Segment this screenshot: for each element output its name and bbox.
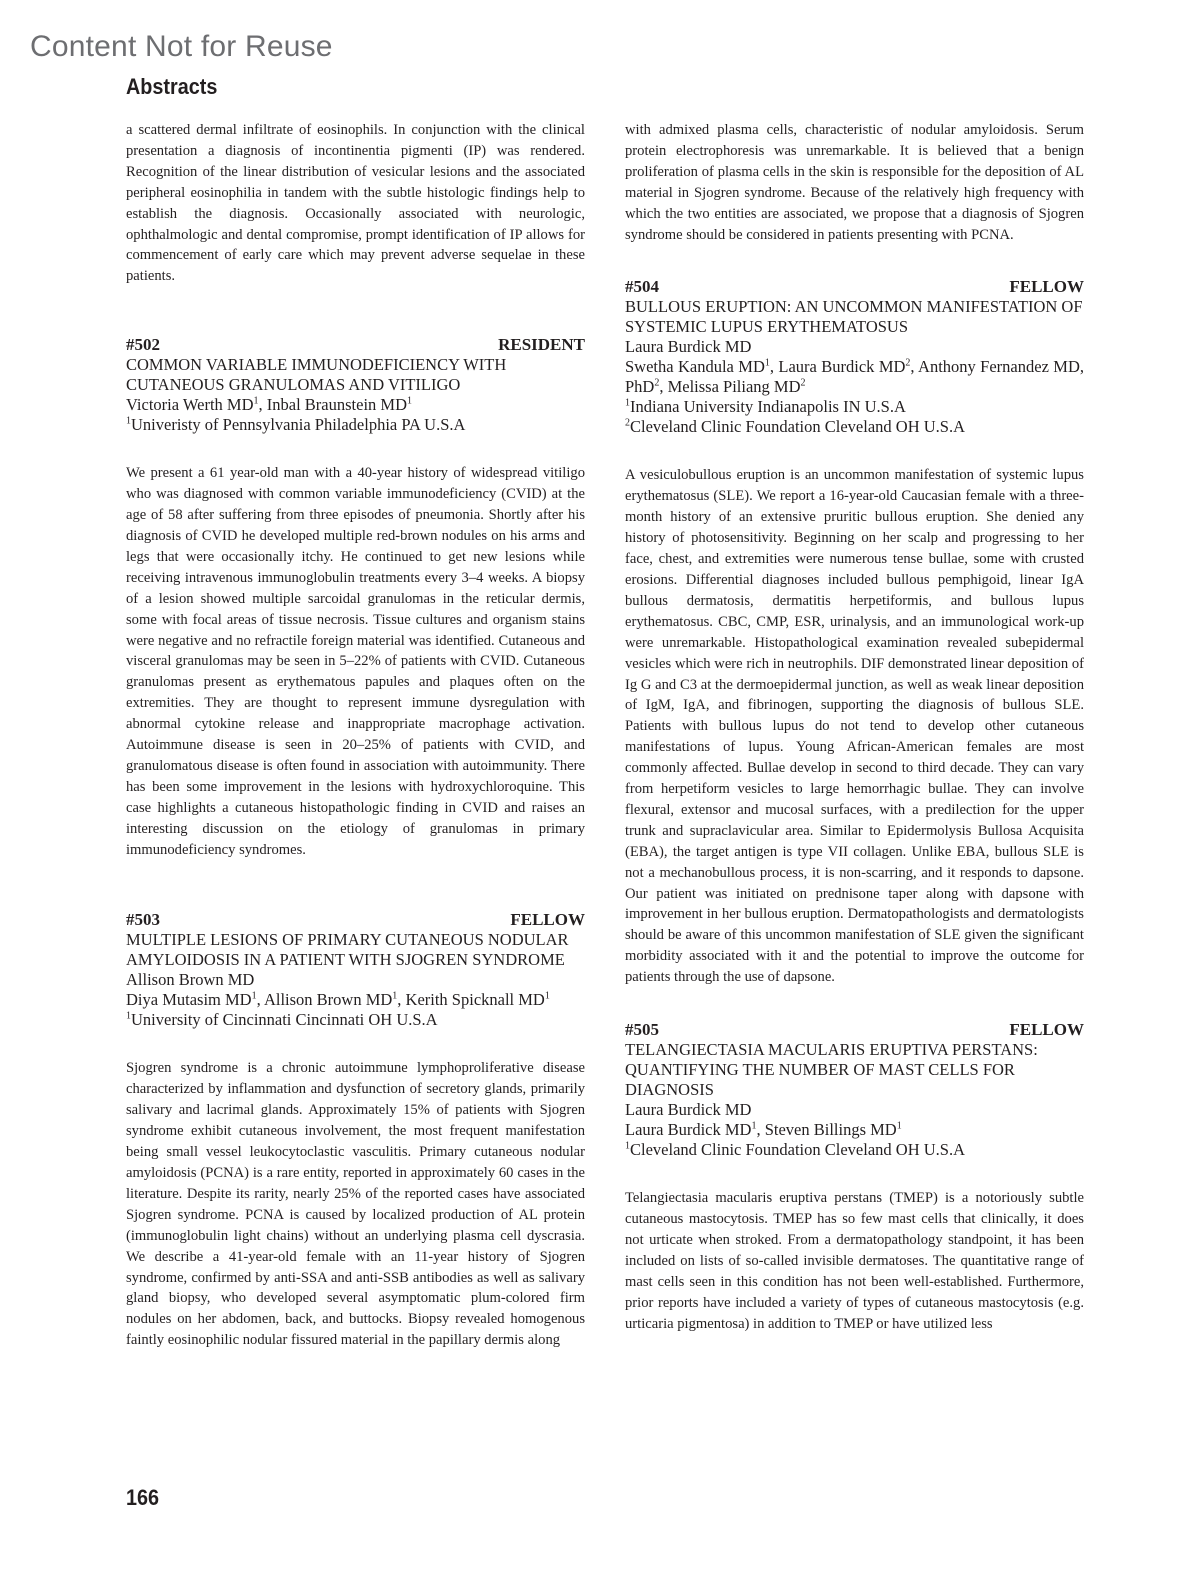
affiliation [126,415,585,435]
author-separator: , [258,395,267,415]
author-name: Allison Brown MD [263,990,393,1010]
affiliation [625,417,1084,437]
affiliation-text: Cleveland Clinic Foundation Cleveland OH U.S.A [630,1140,966,1160]
author-name: Victoria Werth MD [126,395,254,415]
author-separator: , [910,357,919,377]
author-name: Diya Mutasim MD [126,990,252,1010]
abstract-number: #504 [625,277,659,297]
author-name: Inbal Braunstein MD [266,395,407,415]
author-name: Anthony Fernandez MD, PhD [625,357,1085,397]
abstract-header [625,1020,1084,1040]
author-affiliation-index: 1 [407,395,412,407]
abstract-504 [625,277,1084,988]
right-column [625,120,1084,1334]
affiliation-text: University of Cincinnati Cincinnati OH U.S.A [131,1010,438,1030]
continuation-text: a scattered dermal infiltrate of eosinophils. In conjunction with the clinical presentation a diagnosis of incontinentia pigmenti (IP) was rendered. Recognition of the linear distribution of vesicular lesions and the associated peripheral eosinophilia in tandem with the subtle histologic findings help to establish the diagnosis. Occasionally associated with neurologic, ophthalmologic and dental compromise, prompt identification of IP allows for commencement of early care which may prevent adverse sequelae in these patients. [126,122,585,285]
abstract-503 [126,910,585,1351]
left-column [126,120,585,1351]
abstract-505 [625,1020,1084,1334]
abstract-header [126,910,585,930]
author-name: Steven Billings MD [764,1120,897,1140]
abstract-header [126,335,585,355]
author-affiliation-index: 1 [392,990,398,1002]
author-separator: , [659,377,668,397]
abstract-body: Telangiectasia macularis eruptiva perstans (TMEP) is a notoriously subtle cutaneous mastocytosis. TMEP has so few mast cells that clinically, it does not urticate when stroked. From a dermatopathology standpoint, it has been included on lists of so-called invisible dermatoses. The quantitative range of mast cells seen in this condition has not been well-established. Furthermore, prior reports have included a variety of types of cutaneous mastocytosis (e.g. urticaria pigmentosa) in addition to TMEP or have utilized less [625,1190,1084,1332]
section-header: Abstracts [126,74,218,99]
author-name: Melissa Piliang MD [667,377,801,397]
abstract-category: FELLOW [1009,277,1084,297]
abstract-number: #503 [126,910,160,930]
affiliation [625,397,1084,417]
watermark: Content Not for Reuse [30,30,333,63]
abstract-title: MULTIPLE LESIONS OF PRIMARY CUTANEOUS NODULAR AMYLOIDOSIS IN A PATIENT WITH SJOGREN SYNDROME [126,930,569,970]
affiliation [625,1140,1084,1160]
page-number: 166 [126,1485,160,1510]
abstract-header [625,277,1084,297]
author-affiliation-index: 2 [654,377,660,389]
author-affiliation-index: 1 [253,395,259,407]
author-name: Laura Burdick MD [778,357,906,377]
affiliation-index: 2 [625,417,630,429]
author-list [126,395,585,415]
affiliation-index: 1 [126,415,131,427]
presenter: Laura Burdick MD [625,1100,752,1120]
author-separator: , [256,990,264,1010]
presenter: Allison Brown MD [126,970,255,990]
author-list [625,1120,1084,1140]
abstract-category: FELLOW [1009,1020,1084,1040]
affiliation-index: 1 [126,1010,131,1022]
abstract-number: #505 [625,1020,659,1040]
author-affiliation-index: 2 [905,357,911,369]
author-name: Kerith Spicknall MD [405,990,545,1010]
abstract-number: #502 [126,335,160,355]
author-affiliation-index: 1 [544,990,550,1002]
affiliation [126,1010,585,1030]
affiliation-text: Univeristy of Pennsylvania Philadelphia PA U.S.A [131,415,466,435]
author-name: Swetha Kandula MD [625,357,765,377]
affiliation-text: Cleveland Clinic Foundation Cleveland OH U.S.A [630,417,966,437]
abstract-body: We present a 61 year-old man with a 40-year history of widespread vitiligo who was diagnosed with common variable immunodeficiency (CVID) at the age of 58 after suffering from three episodes of pneumonia. Shortly after his diagnosis of CVID he developed multiple red-brown nodules on his arms and legs that were occasionally itchy. He continued to get new lesions while receiving intravenous immunoglobulin treatments every 3–4 weeks. A biopsy of a lesion showed multiple sarcoidal granulomas in the reticular dermis, some with focal areas of tissue necrosis. Tissue cultures and organism stains were negative and no refractile foreign material was identified. Cutaneous and visceral granulomas may be seen in 5–22% of patients with CVID. Cutaneous granulomas present as erythematous papules and plaques often on the extremities. They are thought to represent immune dysregulation with abnormal cytokine release and inappropriate macrophage activation. Autoimmune disease is seen in 20–25% of patients with CVID, and granulomatous disease is often found in association with autoimmunity. There has been some improvement in the lesions with hydroxychloroquine. This case highlights a cutaneous histopathologic finding in CVID and raises an interesting discussion on the etiology of granulomas in primary immunodeficiency syndromes. [126,465,585,858]
abstract-category: RESIDENT [498,335,585,355]
author-affiliation-index: 1 [764,357,770,369]
affiliation-text: Indiana University Indianapolis IN U.S.A [630,397,906,417]
abstract-body: A vesiculobullous eruption is an uncommon manifestation of systemic lupus erythematosus (SLE). We report a 16-year-old Caucasian female with a three-month history of an extensive pruritic bullous eruption. She denied any history of photosensitivity. Beginning on her scalp and progressing to her face, chest, and extremities were numerous tense bullae, some with crusted erosions. Differential diagnoses included bullous pemphigoid, linear IgA bullous dermatosis, dermatitis herpetiformis, and bullous lupus erythematosus. CBC, CMP, ESR, urinalysis, and an immunological work-up were unremarkable. Histopathological examination revealed subepidermal vesicles which were rich in neutrophils. DIF demonstrated linear deposition of Ig G and C3 at the dermoepidermal junction, as well as weak linear deposition of IgM, IgA, and fibrinogen, supporting the diagnosis of bullous SLE. Patients with bullous lupus do not tend to develop other cutaneous manifestations of lupus. Young African-American females are most commonly affected. Bullae develop in second to third decade. They can vary from herpetiform vesicles to large hemorrhagic bullae. They can involve flexural, extensor and mucosal surfaces, with a predilection for the upper trunk and supraclavicular area. Similar to Epidermolysis Bullosa Acquisita (EBA), the target antigen is type VII collagen. Unlike EBA, bullous SLE is not a mechanobullous process, it is non-scarring, and it responds to dapsone. Our patient was initiated on prednisone taper along with dapsone with improvement in her bullous eruption. Dermatopathologists and dermatologists should be aware of this uncommon manifestation of SLE given the significant morbidity associated with it and the potential to improve the outcome for patients through the use of dapsone. [625,467,1084,986]
abstract-title: TELANGIECTASIA MACULARIS ERUPTIVA PERSTANS: QUANTIFYING THE NUMBER OF MAST CELLS FOR DIAGNOSIS [625,1040,1038,1100]
author-affiliation-index: 1 [896,1120,902,1132]
author-list [126,990,585,1010]
author-separator: , [756,1120,765,1140]
abstract-body: Sjogren syndrome is a chronic autoimmune lymphoproliferative disease characterized by inflammation and dysfunction of secretory glands, primarily salivary and lacrimal glands. Approximately 15% of patients with Sjogren syndrome exhibit cutaneous involvement, the most frequent manifestation being small vessel leukocytoclastic vasculitis. Primary cutaneous nodular amyloidosis (PCNA) is a rare entity, reported in approximately 60 cases in the literature. Despite its rarity, nearly 25% of the reported cases have associated Sjogren syndrome. PCNA is caused by localized production of AL protein (immunoglobulin light chains) without an underlying plasma cell dyscrasia. We describe a 41-year-old female with an 11-year history of Sjogren syndrome, confirmed by anti-SSA and anti-SSB antibodies as well as salivary gland biopsy, who developed several asymptomatic plum-colored firm nodules on her abdomen, back, and buttocks. Biopsy revealed homogenous faintly eosinophilic nodular fissured material in the papillary dermis along [126,1060,585,1349]
author-affiliation-index: 1 [751,1120,757,1132]
author-list [625,357,1084,397]
author-affiliation-index: 2 [800,377,806,389]
author-separator: , [397,990,406,1010]
continuation-text: with admixed plasma cells, characteristic of nodular amyloidosis. Serum protein electrophoresis was unremarkable. It is believed that a benign proliferation of plasma cells in the skin is responsible for the deposition of AL material in Sjogren syndrome. Because of the relatively high frequency with which the two entities are associated, we propose that a diagnosis of Sjogren syndrome should be considered in patients presenting with PCNA. [625,122,1084,243]
abstract-category: FELLOW [510,910,585,930]
abstract-title: BULLOUS ERUPTION: AN UNCOMMON MANIFESTATION OF SYSTEMIC LUPUS ERYTHEMATOSUS [625,297,1083,337]
author-name: Laura Burdick MD [625,1120,752,1140]
affiliation-index: 1 [625,397,630,409]
abstract-title: COMMON VARIABLE IMMUNODEFICIENCY WITH CUTANEOUS GRANULOMAS AND VITILIGO [126,355,507,395]
presenter: Laura Burdick MD [625,337,752,357]
author-affiliation-index: 1 [251,990,257,1002]
author-separator: , [769,357,779,377]
abstract-502 [126,335,585,860]
affiliation-index: 1 [625,1140,630,1152]
